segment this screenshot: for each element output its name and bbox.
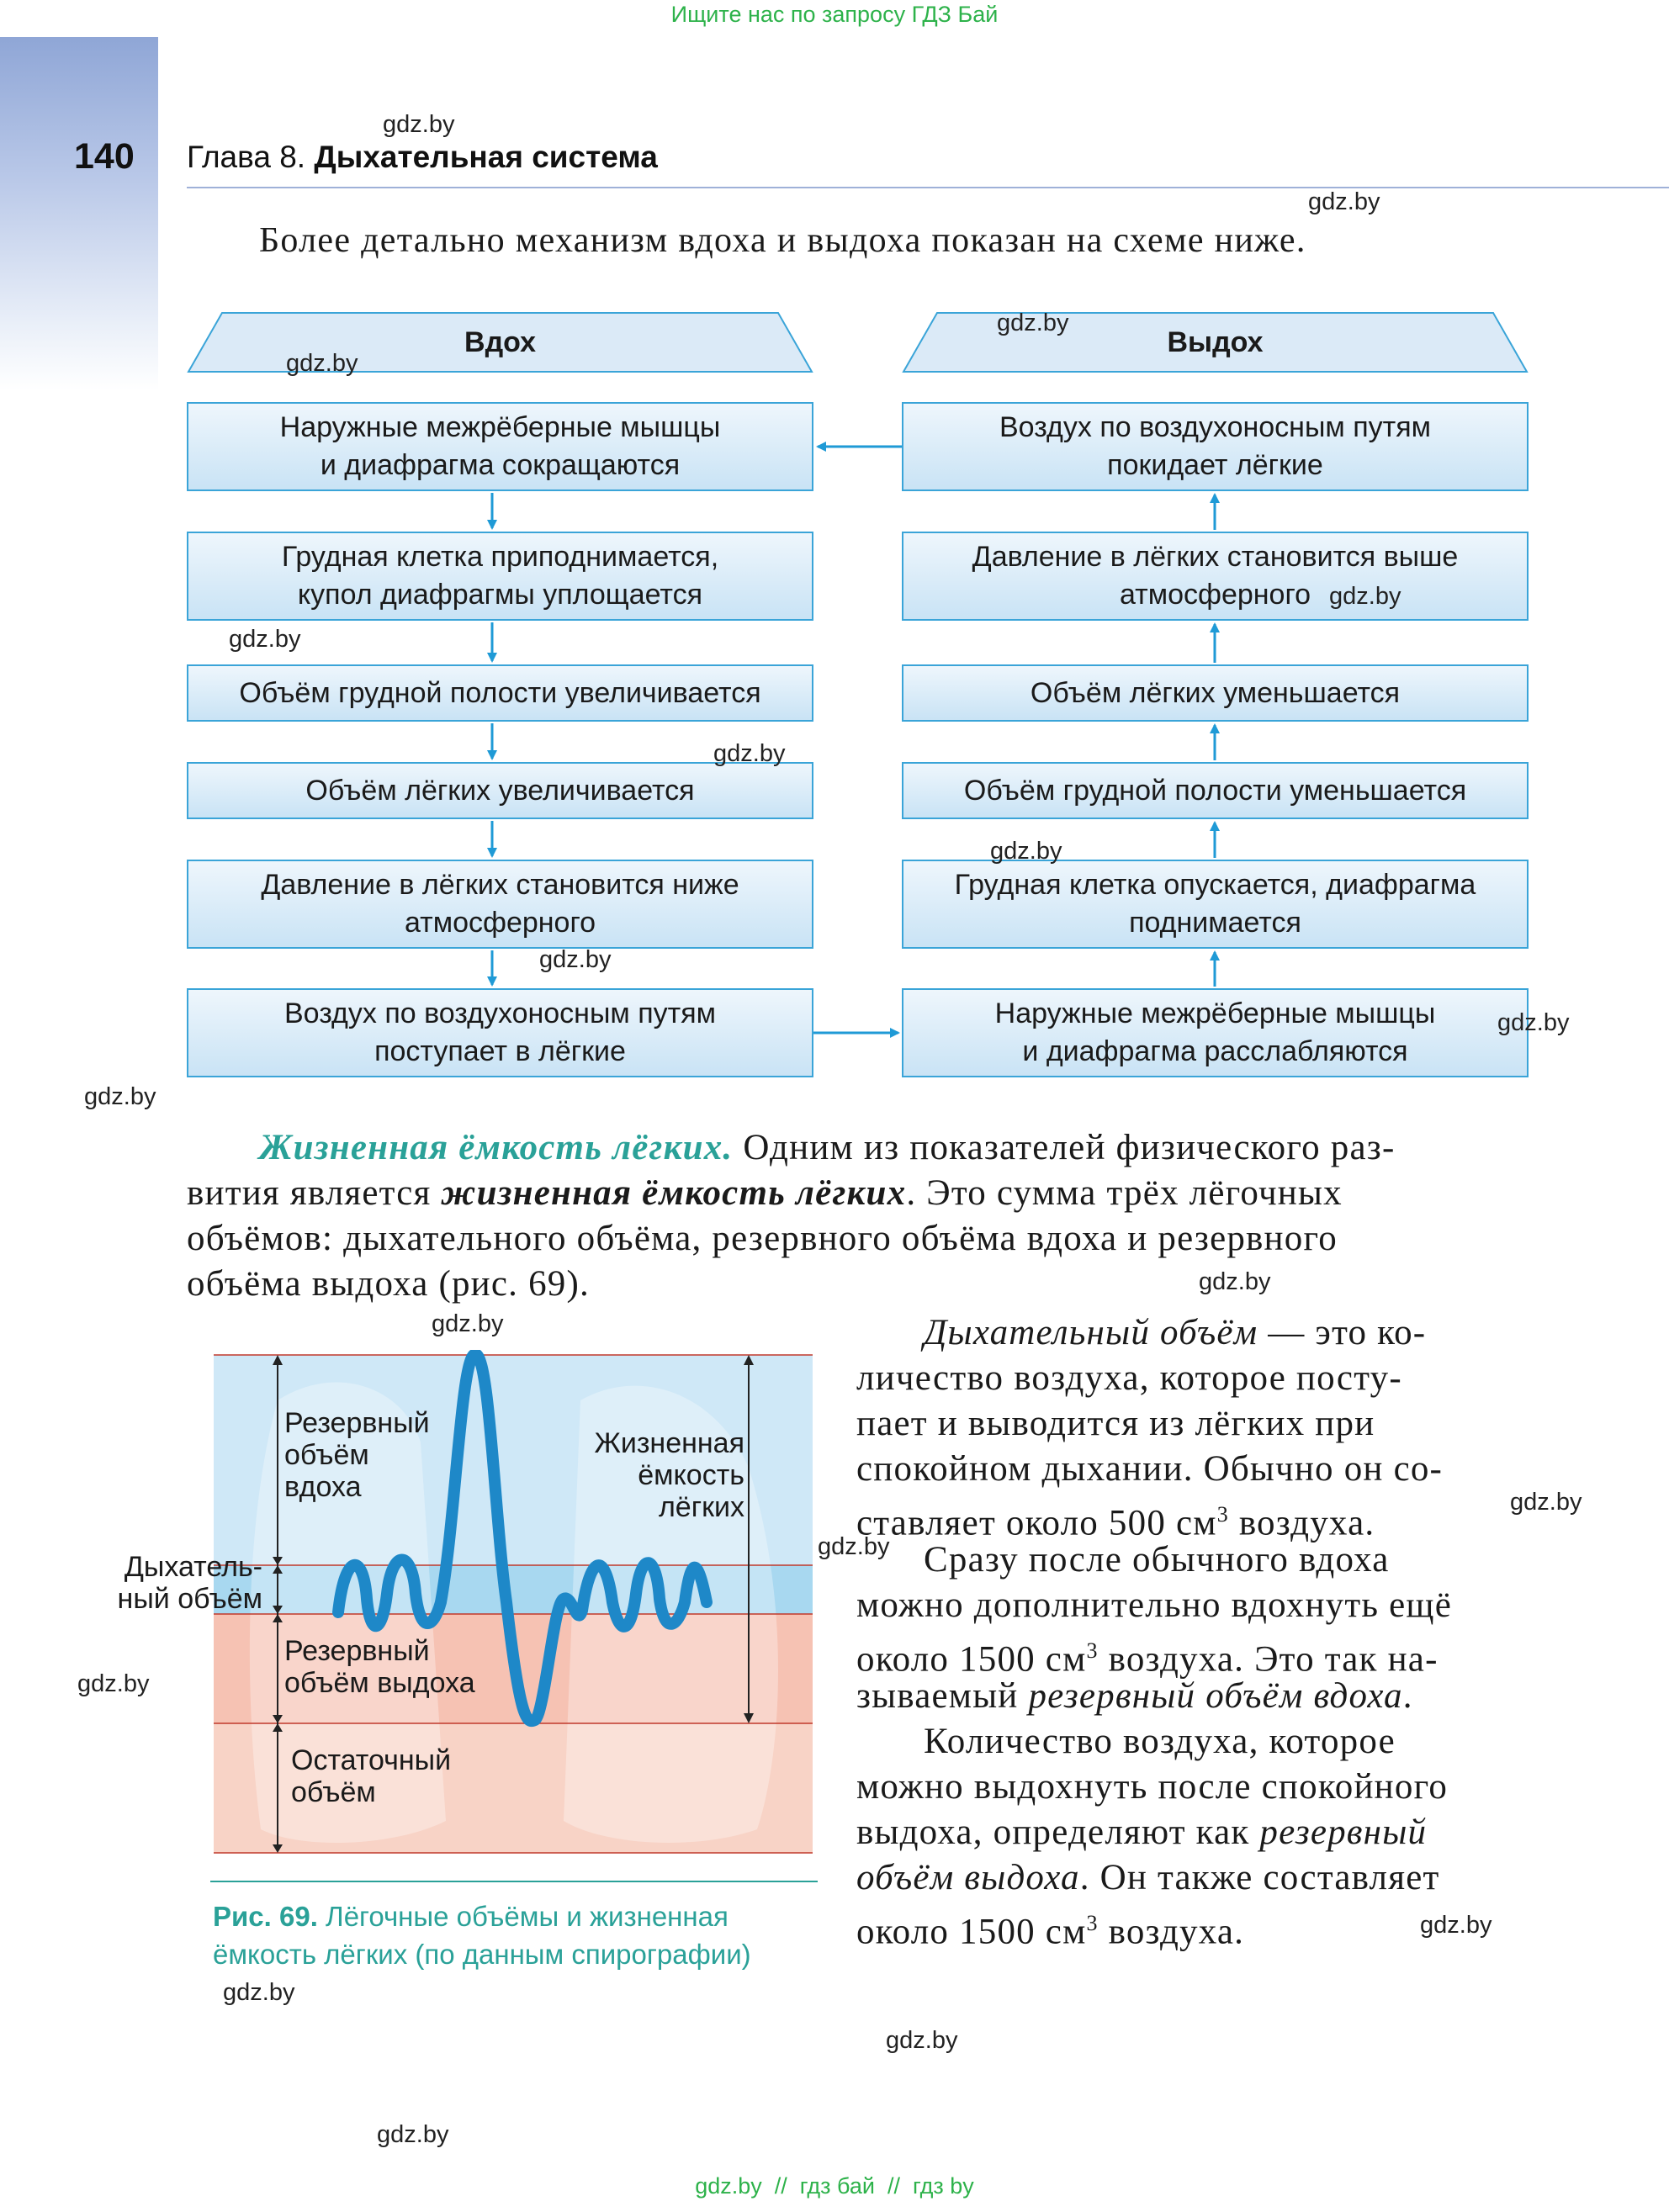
exhale-step: Наружные межрёберные мышцы и диафрагма расслабляются (902, 988, 1529, 1077)
term-tidal-volume: Дыхательный объём (924, 1313, 1258, 1352)
inhale-step: Грудная клетка приподнимается, купол диафрагмы уплощается (187, 532, 813, 621)
watermark: gdz.by (77, 1670, 150, 1697)
watermark: gdz.by (1497, 1009, 1570, 1036)
watermark: gdz.by (997, 310, 1069, 336)
exhale-step: Грудная клетка опускается, диафрагма поднимается (902, 860, 1529, 949)
right-line-14: около 1500 $см^3$ воздуха. (856, 1911, 1245, 1952)
text-fragment: . Это сумма трёх лёгочных (906, 1173, 1343, 1213)
exhale-step: Объём грудной полости уменьшается (902, 762, 1529, 819)
term-erv: резервный (1259, 1812, 1428, 1852)
term-irv: резервный объём вдоха (1028, 1676, 1403, 1716)
watermark: gdz.by (383, 111, 455, 138)
exhale-step: Давление в лёгких становится выше атмосферного (902, 532, 1529, 621)
flow-arrows (0, 0, 1669, 1093)
watermark: gdz.by (539, 946, 612, 973)
watermark: gdz.by (1199, 1268, 1271, 1295)
chapter-prefix: Глава 8. (187, 140, 306, 174)
watermark: gdz.by (1329, 583, 1401, 610)
watermark: gdz.by (1420, 1912, 1492, 1939)
watermark: gdz.by (286, 350, 358, 377)
right-line-13: объём выдоха. Он также составляет (856, 1858, 1440, 1897)
section-line-1 (259, 1125, 1395, 1171)
watermark: gdz.by (990, 838, 1062, 865)
vc-label: Жизненная ёмкость лёгких (594, 1427, 744, 1523)
watermark: gdz.by (818, 1533, 890, 1560)
tv-label: Дыхатель- ный объём (117, 1551, 262, 1615)
watermark: gdz.by (84, 1083, 156, 1110)
exhale-step: Воздух по воздухоносным путям покидает лёгкие (902, 402, 1529, 491)
erv-label: Резервный объём выдоха (284, 1635, 475, 1699)
text-fragment: вития является (187, 1173, 442, 1213)
irv-label: Резервный объём вдоха (284, 1407, 430, 1503)
watermark: gdz.by (229, 626, 301, 653)
watermark: gdz.by (886, 2027, 958, 2054)
chapter-title: Дыхательная система (314, 140, 658, 174)
exhale-title: Выдох (1167, 326, 1264, 358)
section-line-2 (187, 1171, 1343, 1216)
caption-rule (210, 1881, 818, 1882)
right-line-3: пает и выводится из лёгких при (856, 1404, 1375, 1443)
caption-label: Рис. 69. (213, 1901, 318, 1932)
figure-caption: Рис. 69. Лёгочные объёмы и жизненная ёмкость лёгких (по данным спирографии) (213, 1901, 751, 1970)
right-line-2: личество воздуха, которое посту- (856, 1358, 1402, 1398)
right-line-6: Сразу после обычного вдоха (924, 1540, 1390, 1580)
section-line-4: объёма выдоха (рис. 69). (187, 1264, 590, 1304)
right-line-8: около 1500 $см^3$ воздуха. Это так на- (856, 1638, 1439, 1680)
right-line-12: выдоха, определяют как резервный (856, 1812, 1428, 1852)
watermark: gdz.by (1308, 188, 1380, 215)
inhale-step: Воздух по воздухоносным путям поступает в лёгкие (187, 988, 813, 1077)
right-line-1: Дыхательный объём — это ко- (924, 1313, 1427, 1352)
exhale-step: Объём лёгких уменьшается (902, 664, 1529, 722)
section-line-3: объёмов: дыхательного объёма, резервного объёма вдоха и резервного (187, 1219, 1338, 1258)
right-line-9: зываемый резервный объём вдоха. (856, 1676, 1413, 1716)
text-fragment: Одним из показателей физического раз- (733, 1128, 1396, 1167)
watermark: gdz.by (432, 1310, 504, 1337)
right-line-11: можно выдохнуть после спокойного (856, 1767, 1449, 1807)
watermark: gdz.by (377, 2121, 449, 2148)
page-number: 140 (74, 136, 135, 177)
term-vital-capacity: жизненная ёмкость лёгких (441, 1173, 907, 1213)
top-banner[interactable]: Ищите нас по запросу ГДЗ Бай (670, 2, 999, 27)
footer-links[interactable]: gdz.by // гдз бай // гдз by (695, 2173, 974, 2199)
watermark: gdz.by (1510, 1489, 1582, 1516)
watermark: gdz.by (223, 1979, 295, 2006)
intro-text: Более детально механизм вдоха и выдоха показан на схеме ниже. (259, 221, 1306, 260)
right-line-7: можно дополнительно вдохнуть ещё (856, 1585, 1453, 1625)
right-line-10: Количество воздуха, которое (924, 1722, 1396, 1761)
inhale-step: Давление в лёгких становится ниже атмосферного (187, 860, 813, 949)
section-heading: Жизненная ёмкость лёгких. (259, 1128, 734, 1167)
right-line-5: ставляет около 500 $см^3$ воздуха. (856, 1502, 1375, 1543)
rv-label: Остаточный объём (291, 1744, 452, 1808)
right-line-4: спокойном дыхании. Обычно он со- (856, 1449, 1444, 1489)
inhale-step: Объём лёгких увеличивается (187, 762, 813, 819)
inhale-title: Вдох (464, 326, 536, 358)
watermark: gdz.by (713, 740, 786, 767)
inhale-step: Объём грудной полости увеличивается (187, 664, 813, 722)
inhale-step: Наружные межрёберные мышцы и диафрагма сокращаются (187, 402, 813, 491)
